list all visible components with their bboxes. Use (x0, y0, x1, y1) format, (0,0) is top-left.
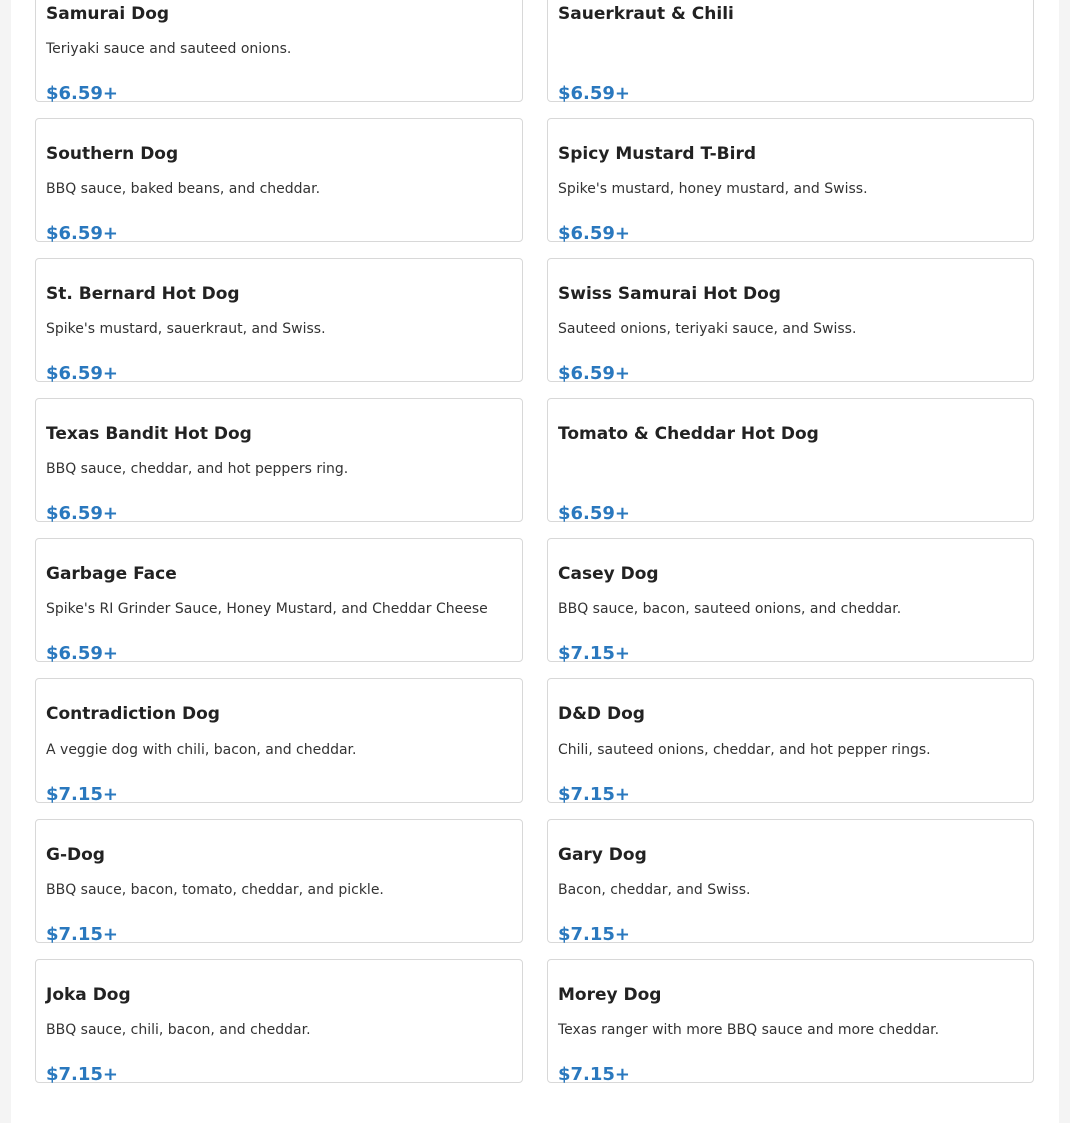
item-description: Teriyaki sauce and sauteed onions. (46, 41, 292, 57)
item-description: Bacon, cheddar, and Swiss. (558, 882, 751, 898)
item-price: $6.59+ (558, 83, 631, 104)
item-name: Gary Dog (558, 845, 647, 865)
item-name: Joka Dog (46, 985, 131, 1005)
item-name: Swiss Samurai Hot Dog (558, 284, 781, 304)
item-price: $7.15+ (46, 784, 119, 805)
menu-item-card[interactable] (35, 258, 523, 382)
item-price: $7.15+ (46, 1064, 119, 1085)
item-name: St. Bernard Hot Dog (46, 284, 240, 304)
item-description: Sauteed onions, teriyaki sauce, and Swiss. (558, 321, 857, 337)
menu-item-card[interactable] (547, 538, 1034, 662)
item-name: Casey Dog (558, 564, 659, 584)
item-description: Texas ranger with more BBQ sauce and more cheddar. (558, 1022, 940, 1038)
menu-item-card[interactable] (35, 819, 523, 943)
item-description: Chili, sauteed onions, cheddar, and hot pepper rings. (558, 742, 931, 758)
item-description: BBQ sauce, bacon, sauteed onions, and cheddar. (558, 601, 902, 617)
item-price: $6.59+ (46, 223, 119, 244)
item-price: $7.15+ (558, 924, 631, 945)
menu-item-card[interactable] (547, 258, 1034, 382)
item-price: $6.59+ (558, 503, 631, 524)
menu-item-card[interactable] (547, 678, 1034, 803)
menu-item-card[interactable] (35, 959, 523, 1083)
item-description: BBQ sauce, baked beans, and cheddar. (46, 181, 321, 197)
item-name: Spicy Mustard T-Bird (558, 144, 757, 164)
item-price: $7.15+ (46, 924, 119, 945)
item-price: $7.15+ (558, 643, 631, 664)
menu-item-card[interactable] (547, 118, 1034, 242)
item-description: BBQ sauce, bacon, tomato, cheddar, and pickle. (46, 882, 384, 898)
item-name: Contradiction Dog (46, 704, 220, 724)
item-price: $7.15+ (558, 784, 631, 805)
item-price: $6.59+ (558, 223, 631, 244)
menu-item-card[interactable] (547, 0, 1034, 102)
menu-item-card[interactable] (35, 118, 523, 242)
item-price: $6.59+ (46, 363, 119, 384)
item-name: Morey Dog (558, 985, 662, 1005)
item-name: G-Dog (46, 845, 105, 865)
item-price: $7.15+ (558, 1064, 631, 1085)
menu-item-card[interactable] (547, 819, 1034, 943)
menu-item-card[interactable] (547, 398, 1034, 522)
menu-page (11, 0, 1059, 1123)
item-name: Tomato & Cheddar Hot Dog (558, 424, 819, 444)
menu-item-card[interactable] (35, 0, 523, 102)
item-description: Spike's mustard, sauerkraut, and Swiss. (46, 321, 326, 337)
menu-item-card[interactable] (35, 538, 523, 662)
item-description: BBQ sauce, cheddar, and hot peppers ring. (46, 461, 349, 477)
item-price: $6.59+ (46, 643, 119, 664)
menu-item-card[interactable] (35, 678, 523, 803)
item-price: $6.59+ (46, 83, 119, 104)
menu-item-grid (35, 0, 1034, 1083)
item-description: Spike's mustard, honey mustard, and Swiss. (558, 181, 868, 197)
item-name: Garbage Face (46, 564, 177, 584)
menu-item-card[interactable] (35, 398, 523, 522)
item-name: D&D Dog (558, 704, 645, 724)
item-name: Samurai Dog (46, 4, 170, 24)
item-description: Spike's RI Grinder Sauce, Honey Mustard, and Cheddar Cheese (46, 601, 488, 617)
item-name: Texas Bandit Hot Dog (46, 424, 252, 444)
item-price: $6.59+ (558, 363, 631, 384)
item-description: BBQ sauce, chili, bacon, and cheddar. (46, 1022, 311, 1038)
item-name: Sauerkraut & Chili (558, 4, 734, 24)
item-price: $6.59+ (46, 503, 119, 524)
item-name: Southern Dog (46, 144, 179, 164)
item-description: A veggie dog with chili, bacon, and cheddar. (46, 742, 357, 758)
menu-item-card[interactable] (547, 959, 1034, 1083)
